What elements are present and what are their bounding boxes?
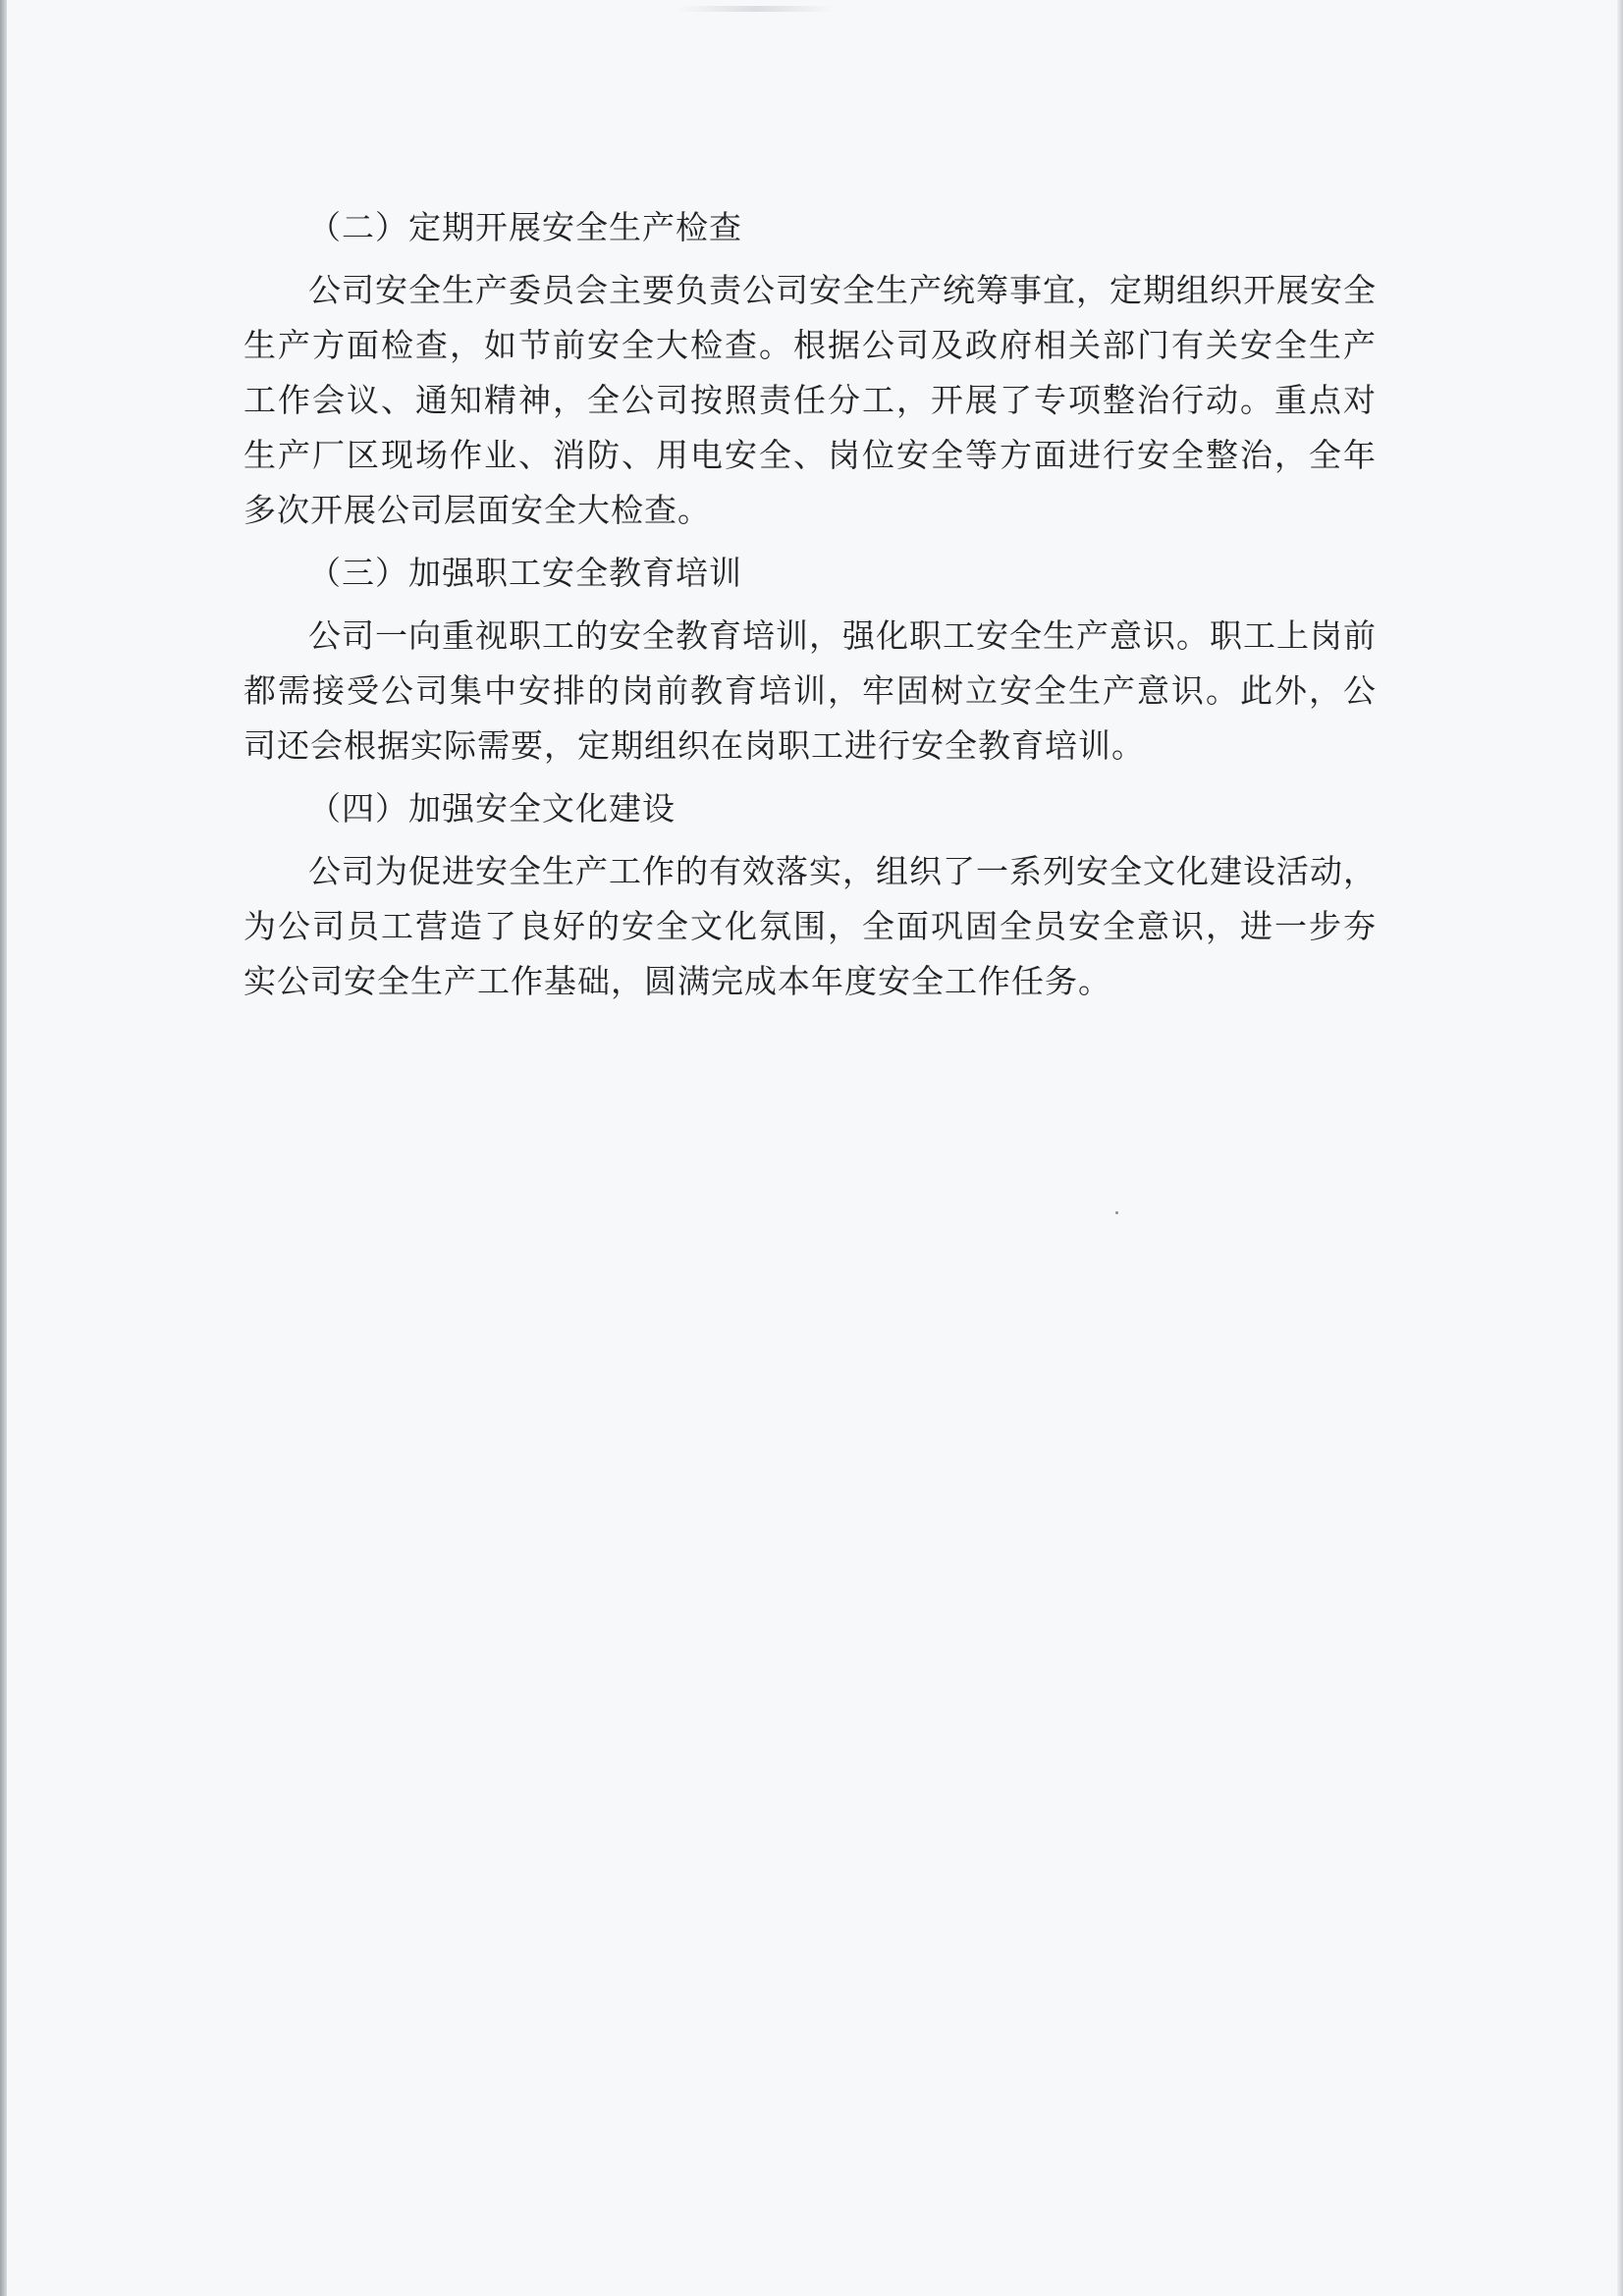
section-paragraph-4: 公司为促进安全生产工作的有效落实，组织了一系列安全文化建设活动，为公司员工营造了良好的安全文化氛围，全面巩固全员安全意识，进一步夯实公司安全生产工作基础，圆满完成本年度安全工作任务。 (243, 852, 1377, 1000)
scan-left-edge (0, 0, 7, 2296)
scan-right-edge (1617, 0, 1623, 2296)
document-body (243, 200, 1377, 1017)
scan-artifact (677, 6, 835, 12)
scan-speck (1115, 1211, 1118, 1214)
section-paragraph-3: 公司一向重视职工的安全教育培训，强化职工安全生产意识。职工上岗前都需接受公司集中安排的岗前教育培训，牢固树立安全生产意识。此外，公司还会根据实际需要，定期组织在岗职工进行安全教育培训。 (243, 616, 1377, 765)
section-paragraph-2: 公司安全生产委员会主要负责公司安全生产统筹事宜，定期组织开展安全生产方面检查，如节前安全大检查。根据公司及政府相关部门有关安全生产工作会议、通知精神，全公司按照责任分工，开展了专项整治行动。重点对生产厂区现场作业、消防、用电安全、岗位安全等方面进行安全整治，全年多次开展公司层面安全大检查。 (243, 271, 1377, 529)
section-heading-2: （二）定期开展安全生产检查 (308, 208, 742, 246)
section-heading-3: （三）加强职工安全教育培训 (308, 554, 742, 592)
section-heading-4: （四）加强安全文化建设 (308, 789, 676, 828)
